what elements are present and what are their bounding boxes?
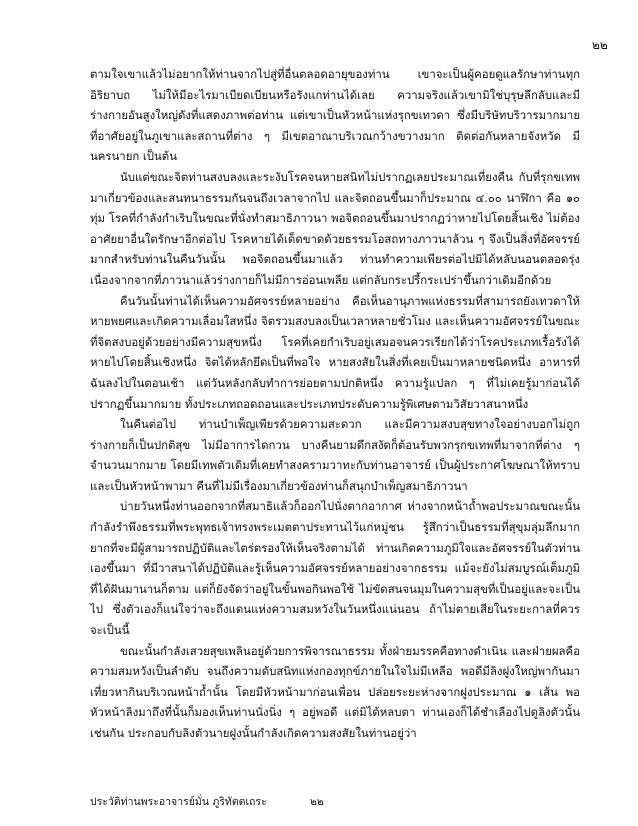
page-number-top: ๒๒ (592, 38, 608, 52)
paragraph-6: ขณะนั้นกำลังเสวยสุขเพลินอยู่ด้วยการพิจารณาธรรม ทั้งฝ่ายมรรคคือทางดำเนิน และฝ่ายผลคือความสมหวังเป็นลำดับ จนถึงความดับสนิทแห่งกองทุกข์ภายในใจไม่มีเหลือ พอดีมีลิงฝูงใหญ่พากันมาเที่ยวหากินบริเวณหน้าถ้ำนั้น โดยมีหัวหน้ามาก่อนเพื่อน ปล่อยระยะห่างจากฝูงประมาณ ๑ เส้น พอหัวหน้าลิงมาถึงที่นั้นก็มองเห็นท่านนั่งนิ่ง ๆ อยู่พอดี แต่มิได้หลบตา ท่านเองก็ได้ชำเลืองไปดูลิงตัวนั้นเช่นกัน ประกอบกับลิงตัวนายฝูงนั้นกำลังเกิดความสงสัยในท่านอยู่ว่า (90, 643, 580, 740)
paragraph-5: บ่ายวันหนึ่งท่านออกจากที่สมาธิแล้วก็ออกไปนั่งตากอากาศ ห่างจากหน้าถ้ำพอประมาณขณะนั้นกำลังรำพึงธรรมที่พระพุทธเจ้าทรงพระเมตตาประทานไว้แก่หมู่ชน รู้สึกว่าเป็นธรรมที่สุขุมลุ่มลึกมาก ยากที่จะมีผู้สามารถปฏิบัติและไตร่ตรองให้เห็นจริงตามได้ ท่านเกิดความภูมิใจและอัศจรรย์ในตัวท่านเองขึ้นมา ที่มีวาสนาได้ปฏิบัติและรู้เห็นความอัศจรรย์หลายอย่างจากธรรม แม้จะยังไม่สมบูรณ์เต็มภูมิที่ได้ฝันมานานก็ตาม แต่ก็ยังจัดว่าอยู่ในขั้นพอกินพอใช้ ไม่ขัดสนจนมุมในความสุขที่เป็นอยู่และจะเป็นไป ซึ่งตัวเองก็แน่ใจว่าจะถึงแดนแห่งความสมหวังในวันหนึ่งแน่นอน ถ้าไม่ตายเสียในระยะกาลที่ควรจะเป็นนี้ (90, 499, 580, 638)
paragraph-1: ตามใจเขาแล้วไม่อยากให้ท่านจากไปสู่ที่อื่นตลอดอายุของท่าน เขาจะเป็นผู้คอยดูแลรักษาท่านทุกอิริยาบถ ไม่ให้มีอะไรมาเบียดเบียนหรือรังแกท่านได้เลย ความจริงแล้วเขามิใช่บุรุษลึกลับและมีร่างกายอันสูงใหญ่ดังที่แสดงภาพต่อท่าน แต่เขาเป็นหัวหน้าแห่งรุกขเทวดา ซึ่งมีบริษัทบริวารมากมายที่อาศัยอยู่ในภูเขาและสถานที่ต่าง ๆ มีเขตอาณาบริเวณกว้างขวางมาก ติดต่อกันหลายจังหวัด มีนครนายก เป็นต้น (90, 67, 580, 164)
paragraph-2: นับแต่ขณะจิตท่านสงบลงและระงับโรคจนหายสนิทไม่ปรากฏเลยประมาณเที่ยงคืน กับที่รุกขเทพมาเกี่ยวข้องและสนทนาธรรมกันจนถึงเวลาจากไป และจิตถอนขึ้นมาก็ประมาณ ๔.๐๐ นาฬิกา คือ ๑๐ ทุ่ม โรคที่กำลังกำเริบในขณะที่นั่งทำสมาธิภาวนา พอจิตถอนขึ้นมาปรากฏว่าหายไปโดยสิ้นเชิง ไม่ต้องอาศัยยาอื่นใดรักษาอีกต่อไป โรคหายได้เด็ดขาดด้วยธรรมโอสถทางภาวนาล้วน ๆ จึงเป็นสิ่งที่อัศจรรย์มากสำหรับท่านในคืนวันนั้น พอจิตถอนขึ้นมาแล้ว ท่านทำความเพียรต่อไปมิได้หลับนอนตลอดรุ่ง เนื่องจากจากที่ภาวนาแล้วร่างกายก็ไม่มีการอ่อนเพลีย แต่กลับกระปรี้กระเปร่าขึ้นกว่าเดิมอีกด้วย (90, 169, 580, 287)
paragraph-4: ในคืนต่อไป ท่านบำเพ็ญเพียรด้วยความสะดวก และมีความสงบสุขทางใจอย่างบอกไม่ถูก ร่างกายก็เป็นปกติสุข ไม่มีอาการไดกวน บางคืนยามดึกสงัดก็ต้อนรับพวกรุกขเทพที่มาจากที่ต่าง ๆ จำนวนมากมาย โดยมีเทพตัวเดิมที่เคยทำสงครามวาทะกับท่านอาจารย์ เป็นผู้ประกาศโฆษณาให้ทราบและเป็นหัวหน้าพามา คืนที่ไม่มีเรื่องมาเกี่ยวข้องท่านก็สนุกบำเพ็ญสมาธิภาวนา (90, 417, 580, 493)
body-text (90, 64, 580, 744)
paragraph-3: คืนวันนั้นท่านได้เห็นความอัศจรรย์หลายอย่าง คือเห็นอานุภาพแห่งธรรมที่สามารถยังเทวดาให้หายพยศและเกิดความเลื่อมใสหนึ่ง จิตรวมสงบลงเป็นเวลาหลายชั่วโมง และเห็นความอัศจรรย์ในขณะที่จิตสงบอยู่ด้วยอย่างมีความสุขหนึ่ง โรคที่เคยกำเริบอยู่เสมอจนควรเรียกได้ว่าโรคประเภทเรื้อรังได้หายไปโดยสิ้นเชิงหนึ่ง จิตได้หลักยึดเป็นที่พอใจ หายสงสัยในสิ่งที่เคยเป็นมาหลายชนิดหนึ่ง อาหารที่ฉันลงไปในตอนเช้า แต่วันหลังกลับทำการย่อยตามปกติหนึ่ง ความรู้แปลก ๆ ที่ไม่เคยรู้มาก่อนได้ปรากฏขึ้นมากมาย ทั้งประเภทถอดถอนและประเภทประดับความรู้พิเศษตามวิสัยวาสนาหนึ่ง (90, 293, 580, 411)
footer-page-number: ๒๒ (310, 796, 324, 808)
footer-book-title: ประวัติท่านพระอาจารย์มั่น ภูริทัตตเถระ (90, 796, 267, 808)
